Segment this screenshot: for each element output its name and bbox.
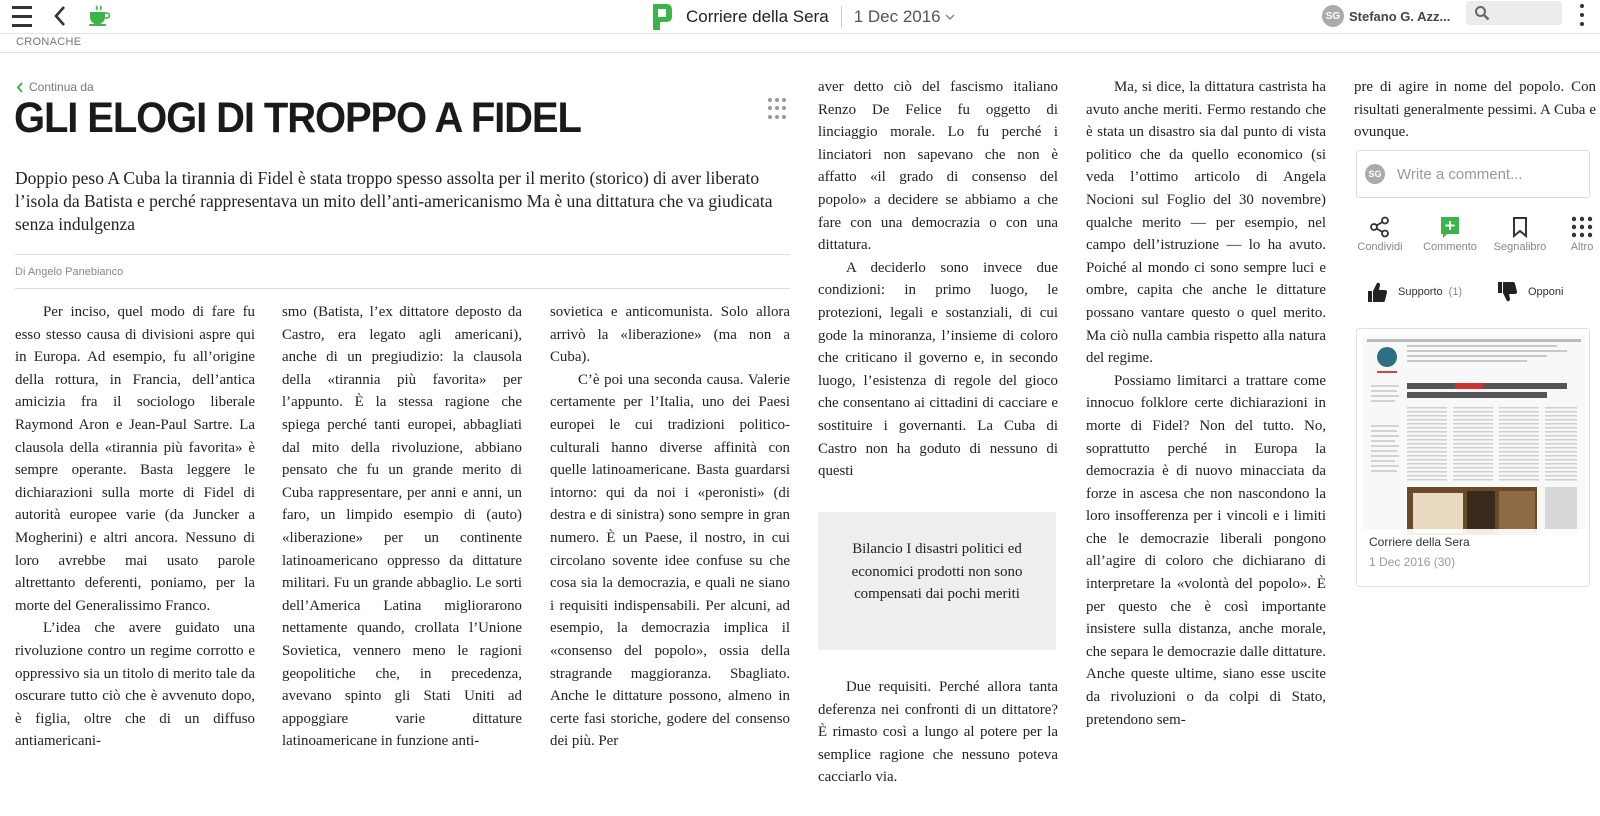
article-column-4-continued	[818, 676, 1058, 789]
paragraph: smo (Batista, l’ex dittatore deposto da Castro, era legato agli americani), anche di un pregiudizio: la clausola della «tirannia più favorita» per l’appunto. È la stessa ragione che spiega perché tanti europei, abbagliati dal mito della rivoluzione, abbiano pensato che fu un grande merito di Cuba rappresentare, per anni e anni, un faro, un limpido esempio di (auto) «liberazione» per un continente latinoamericano oppresso da dittature militari. Fu un grande abbaglio. Le sorti dell’America Latina migliorarono nettamente quando, crollata l’Unione Sovietica, vennero meno le ragioni geopolitiche che, in precedenza, avevano spinto gli Stati Uniti ad appoggiare varie dittature latinoamericane in funzione anti-	[282, 304, 522, 750]
top-bar	[0, 0, 1600, 34]
paragraph: aver detto ciò del fascismo italiano Renzo De Felice fu oggetto di linciaggio morale. Lo fu perché i linciatori non sapevano che non è affatto «il grado di consenso del popolo» a decidere se abbiamo a che fare con una democrazia o con una dittatura.	[818, 79, 1058, 254]
vote-bar	[1366, 280, 1596, 310]
feedly-logo-icon	[648, 2, 674, 32]
paragraph: Ma, si dice, la dittatura castrista ha avuto anche meriti. Fermo restando che è stata un disastro sia dal punto di vista politico che da quello economico (si veda l’ottimo articolo di Angela Nocioni sul Foglio del 30 novembre) qualche merito — per esempio, nel campo dell’istruzione — lo ha avuto. Poiché al mondo ci sono sempre luci e ombre, capita che anche le dittature possano vantare questo o quel merito. Ma ciò nulla cambia rispetto alla natura del regime.	[1086, 79, 1326, 367]
issue-card-meta	[1369, 555, 1577, 569]
divider	[15, 254, 790, 255]
paragraph: A deciderlo sono invece due condizioni: in primo luogo, le protezioni, legali e sostanziali, di cui gode la minoranza, l’insieme di coloro che criticano il governo e, in secondo luogo, l’esistenza di regole del gioco che consentano ai cittadini di cacciare e sostituire i governanti. La Cuba di Castro non ha goduto di nessuno di questi	[818, 259, 1058, 480]
coffee-cup-icon[interactable]	[86, 2, 112, 30]
page-title: GLI ELOGI DI TROPPO A FIDEL	[14, 94, 581, 142]
thumbs-up-icon	[1366, 280, 1388, 304]
more-label: Altro	[1570, 241, 1594, 253]
search-icon	[1474, 5, 1490, 21]
drag-handle-icon[interactable]	[768, 98, 790, 120]
byline: Di Angelo Panebianco	[15, 266, 124, 278]
section-label[interactable]: CRONACHE	[16, 36, 82, 48]
menu-icon[interactable]	[10, 2, 34, 30]
search-input[interactable]	[1466, 1, 1562, 25]
article-column-3	[550, 301, 790, 753]
support-label: Supporto	[1398, 286, 1443, 298]
chevron-left-icon	[16, 82, 24, 93]
issue-card-date: 1 Dec 2016	[1369, 555, 1431, 569]
article-column-4	[818, 76, 1058, 483]
support-count: (1)	[1448, 286, 1463, 298]
user-account[interactable]	[1322, 2, 1450, 30]
paragraph: pre di agire in nome del popolo. Con risultati generalmente pessimi. A Cuba e ovunque.	[1354, 79, 1596, 141]
add-comment-icon	[1439, 215, 1461, 239]
paragraph: Possiamo limitarci a trattare come innocuo folklore certe dichiarazioni in morte di Fidel? Non del tutto. No, soprattutto perché in Europa la democrazia è di nuovo minacciata da forze in ascesa che non nascondono la loro insofferenza per i vincoli e i limiti che le democrazie liberali pongono all’agire di coloro che dichiarano di interpretare la «volontà del popolo». È per questo che è così importante insistere sulla distanza, anche morale, che separa le democrazie dalle dittature. Anche queste ultime, siano esse uscite da rivoluzioni o da colpi di Stato, pretendono sem-	[1086, 372, 1326, 728]
share-label: Condividi	[1357, 241, 1403, 253]
issue-card[interactable]	[1356, 328, 1590, 587]
oppose-label: Opponi	[1528, 286, 1564, 298]
back-arrow-icon[interactable]	[50, 2, 70, 30]
article-actions	[1356, 214, 1596, 258]
issue-card-title: Corriere della Sera	[1369, 535, 1470, 549]
paragraph: L’idea che avere guidato una rivoluzione contro un regime corrotto e oppressivo sia un titolo di merito tale da oscurare tutto ciò che è avvenuto dopo, è figlia, oltre che di un diffuso antiamericani-	[15, 620, 255, 750]
comment-button[interactable]	[1420, 214, 1480, 253]
divider	[15, 288, 790, 289]
comment-input[interactable]	[1356, 150, 1590, 198]
user-name: Stefano G. Azz...	[1349, 8, 1451, 24]
avatar: SG	[1365, 164, 1385, 184]
article-column-1	[15, 301, 255, 753]
newspaper-page-thumbnail	[1363, 335, 1585, 535]
article-column-5	[1086, 76, 1326, 731]
oppose-button[interactable]	[1496, 280, 1563, 304]
pull-quote: Bilancio I disastri politici ed economici prodotti non sono compensati dai pochi meriti	[818, 512, 1056, 650]
publication-header	[648, 0, 955, 34]
separator	[841, 6, 842, 28]
bookmark-label: Segnalibro	[1493, 241, 1547, 253]
comment-label: Commento	[1423, 241, 1477, 253]
thumbs-down-icon	[1496, 280, 1518, 304]
more-button[interactable]	[1560, 214, 1600, 253]
continua-da-link[interactable]	[16, 80, 94, 94]
publication-name[interactable]: Corriere della Sera	[686, 7, 829, 26]
support-button[interactable]	[1366, 280, 1462, 304]
paragraph: Per inciso, quel modo di fare fu esso stesso causa di divisioni aspre qui in Europa. Ad esempio, fu all’origine della rottura, in Francia, dell’antica amicizia fra il sociologo liberale Raymond Aron e Jean-Paul Sartre. La clausola della «tirannia più favorita» è sempre operante. Basta leggere le dichiarazioni sulla morte di Fidel di autorità europee varie (da Juncker a Mogherini) e altri ancora. Nessuno di loro avrebbe mai usato parole altrettanto deferenti, poniamo, per la morte del Generalissimo Franco.	[15, 304, 255, 614]
chevron-down-icon[interactable]	[945, 12, 955, 22]
paragraph: Due requisiti. Perché allora tanta deferenza nei confronti di un dittatore? È rimasto così a lungo al potere per la semplice ragione che nessuno poteva cacciarlo via.	[818, 679, 1058, 786]
bookmark-icon	[1512, 216, 1528, 238]
continua-label: Continua da	[29, 80, 94, 94]
issue-date-selector[interactable]: 1 Dec 2016	[853, 7, 941, 26]
share-button[interactable]	[1350, 214, 1410, 253]
article-column-2	[282, 301, 522, 753]
comment-placeholder: Write a comment...	[1397, 165, 1523, 183]
paragraph: C’è poi una seconda causa. Valerie certamente per l’Italia, uno dei Paesi europei le cui tradizioni politico-culturali hanno diverse affinità con quelle latinoamericane. Basta guardarsi intorno: qui da noi i «peronisti» (di destra e di sinistra) sono sempre in gran numero. È un Paese, il nostro, in cui circolano sovente idee confuse su che cosa sia la democrazia, e quali ne siano i requisiti indispensabili. Per alcuni, ad esempio, la democrazia implica il «consenso del popolo», ossia della stragrande maggioranza. Sbagliato. Anche le dittature possono, almeno in certe fasi storiche, godere del consenso dei più. Per	[550, 371, 790, 750]
grid-dots-icon	[1571, 216, 1593, 238]
article-summary: Doppio peso A Cuba la tirannia di Fidel è stata troppo spesso assolta per il merito (storico) di aver liberato l’isola da Batista e perché rappresentava un mito dell’anti-americanismo Ma è una dittatura che va giudicata senza indulgenza	[15, 168, 773, 234]
share-icon	[1369, 216, 1391, 238]
bookmark-button[interactable]	[1490, 214, 1550, 253]
issue-card-footer	[1357, 529, 1589, 587]
more-options-icon[interactable]	[1578, 4, 1586, 26]
issue-card-count: (30)	[1433, 555, 1456, 569]
article-column-6	[1354, 76, 1596, 144]
avatar: SG	[1322, 5, 1344, 27]
paragraph: sovietica e anticomunista. Solo allora arrivò la «liberazione» (ma non a Cuba).	[550, 304, 790, 366]
section-bar	[0, 35, 1600, 53]
